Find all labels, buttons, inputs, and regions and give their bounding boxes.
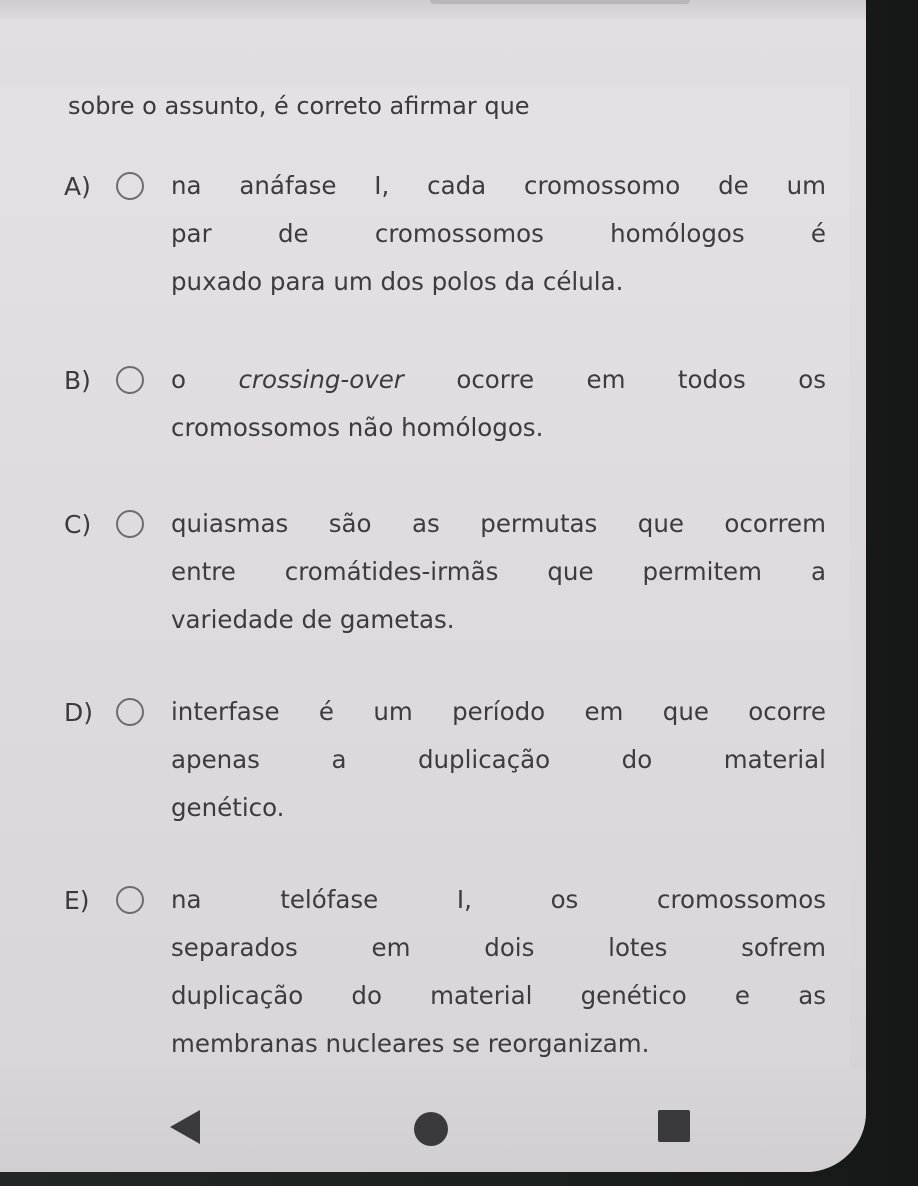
option-text-line: apenas a duplicação do material: [171, 745, 826, 774]
option-text: [171, 162, 826, 306]
status-bar: [0, 0, 866, 20]
option-text: [171, 688, 826, 832]
back-icon[interactable]: [170, 1110, 200, 1144]
option-text-line: duplicação do material genético e as: [171, 981, 826, 1010]
option-text-emphasis: crossing-over: [238, 365, 404, 394]
option-letter: E): [64, 886, 90, 915]
option-letter: B): [64, 366, 91, 395]
option-text-line: na anáfase I, cada cromossomo de um: [171, 171, 826, 200]
option-e-radio[interactable]: [116, 886, 144, 914]
option-text-line: puxado para um dos polos da célula.: [171, 267, 624, 296]
home-icon[interactable]: [414, 1112, 448, 1146]
option-text-line: interfase é um período em que ocorre: [171, 697, 826, 726]
option-text-fragment: ocorre em todos os: [403, 365, 826, 394]
option-text-line: membranas nucleares se reorganizam.: [171, 1029, 650, 1058]
option-text-line: [171, 356, 826, 404]
option-b-radio[interactable]: [116, 366, 144, 394]
option-text-line: separados em dois lotes sofrem: [171, 933, 826, 962]
option-d-radio[interactable]: [116, 698, 144, 726]
option-a-radio[interactable]: [116, 172, 144, 200]
option-text-line: cromossomos não homólogos.: [171, 413, 544, 442]
option-text-line: entre cromátides-irmãs que permitem a: [171, 557, 826, 586]
option-letter: C): [64, 510, 92, 539]
recent-apps-icon[interactable]: [658, 1110, 690, 1142]
option-text-line: na telófase I, os cromossomos: [171, 885, 826, 914]
status-bar-edge: [430, 0, 690, 4]
option-text-line: variedade de gametas.: [171, 605, 455, 634]
option-text-fragment: o: [171, 365, 239, 394]
question-content: [0, 86, 850, 1070]
option-text: [171, 500, 826, 644]
option-text: [171, 876, 826, 1068]
option-text: [171, 356, 826, 452]
option-text-line: genético.: [171, 793, 285, 822]
option-c-radio[interactable]: [116, 510, 144, 538]
option-letter: A): [64, 172, 91, 201]
option-text-line: par de cromossomos homólogos é: [171, 219, 826, 248]
question-intro: sobre o assunto, é correto afirmar que: [68, 92, 530, 120]
option-letter: D): [64, 698, 94, 727]
option-text-line: quiasmas são as permutas que ocorrem: [171, 509, 826, 538]
